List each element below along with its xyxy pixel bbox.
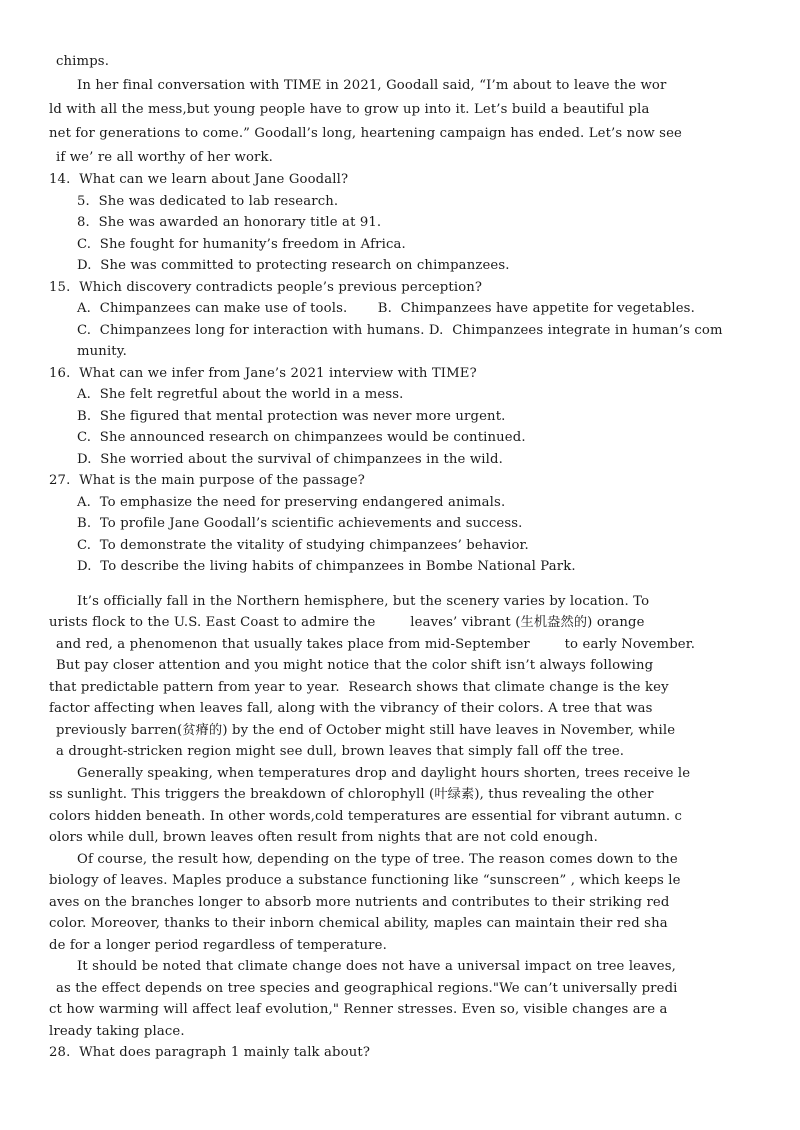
text-line: factor affecting when leaves fall, along with the vibrancy of their colors. A tree that was bbox=[49, 701, 653, 716]
answer-option: B. To profile Jane Goodall’s scientific achievements and success. bbox=[77, 516, 523, 531]
text-line: chimps. bbox=[56, 54, 110, 69]
answer-option: B. She figured that mental protection was never more urgent. bbox=[77, 409, 506, 424]
text-line: aves on the branches longer to absorb more nutrients and contributes to their striking red bbox=[49, 895, 670, 910]
answer-option: 5. She was dedicated to lab research. bbox=[77, 194, 339, 209]
question-stem: 16. What can we infer from Jane’s 2021 interview with TIME? bbox=[49, 366, 477, 381]
answer-option: D. She worried about the survival of chimpanzees in the wild. bbox=[77, 452, 503, 467]
answer-option: C. To demonstrate the vitality of studying chimpanzees’ behavior. bbox=[77, 538, 529, 553]
answer-option: D. To describe the living habits of chimpanzees in Bombe National Park. bbox=[77, 559, 576, 574]
text-line: de for a longer period regardless of temperature. bbox=[49, 938, 387, 953]
text-line: It should be noted that climate change does not have a universal impact on tree leaves, bbox=[77, 959, 676, 974]
question-stem: 27. What is the main purpose of the passage? bbox=[49, 473, 365, 488]
text-line: color. Moreover, thanks to their inborn chemical ability, maples can maintain their red sha bbox=[49, 916, 668, 931]
text-line: urists flock to the U.S. East Coast to admire the leaves’ vibrant (生机盎然的) orange bbox=[49, 615, 645, 630]
answer-option: C. She fought for humanity’s freedom in Africa. bbox=[77, 237, 406, 252]
text-line: In her final conversation with TIME in 2021, Goodall said, “I’m about to leave the wor bbox=[77, 78, 667, 93]
text-line: ld with all the mess,but young people have to grow up into it. Let’s build a beautiful pla bbox=[49, 102, 650, 117]
text-line: lready taking place. bbox=[49, 1024, 185, 1039]
text-line: Of course, the result how, depending on the type of tree. The reason comes down to the bbox=[77, 852, 678, 867]
text-line: previously barren(贫瘠的) by the end of October might still have leaves in November, while bbox=[56, 723, 676, 738]
text-line: ct how warming will affect leaf evolution," Renner stresses. Even so, visible changes are a bbox=[49, 1002, 668, 1017]
answer-option: A. To emphasize the need for preserving endangered animals. bbox=[77, 495, 506, 510]
answer-option: A. She felt regretful about the world in a mess. bbox=[77, 387, 404, 402]
text-line: and red, a phenomenon that usually takes place from mid-September to early November. bbox=[56, 637, 696, 652]
text-line: olors while dull, brown leaves often result from nights that are not cold enough. bbox=[49, 830, 598, 845]
text-line: colors hidden beneath. In other words,cold temperatures are essential for vibrant autumn. c bbox=[49, 809, 683, 824]
question-stem: 15. Which discovery contradicts people’s previous perception? bbox=[49, 280, 483, 295]
text-line: It’s officially fall in the Northern hemisphere, but the scenery varies by location. To bbox=[77, 594, 650, 609]
text-line: net for generations to come.” Goodall’s long, heartening campaign has ended. Let’s now see bbox=[49, 126, 682, 141]
answer-option: 8. She was awarded an honorary title at 91. bbox=[77, 215, 382, 230]
answer-option: C. She announced research on chimpanzees would be continued. bbox=[77, 430, 526, 445]
answer-option: D. She was committed to protecting research on chimpanzees. bbox=[77, 258, 510, 273]
text-line: Generally speaking, when temperatures drop and daylight hours shorten, trees receive le bbox=[77, 766, 691, 781]
text-line: that predictable pattern from year to year. Research shows that climate change is the key bbox=[49, 680, 669, 695]
question-stem: 14. What can we learn about Jane Goodall? bbox=[49, 172, 349, 187]
text-line: biology of leaves. Maples produce a substance functioning like “sunscreen” , which keeps le bbox=[49, 873, 681, 888]
answer-option: munity. bbox=[77, 344, 127, 359]
answer-option: C. Chimpanzees long for interaction with humans. D. Chimpanzees integrate in human’s com bbox=[77, 323, 723, 338]
text-line: But pay closer attention and you might notice that the color shift isn’t always following bbox=[56, 658, 654, 673]
text-line: a drought-stricken region might see dull, brown leaves that simply fall off the tree. bbox=[56, 744, 625, 759]
answer-option: A. Chimpanzees can make use of tools. B. Chimpanzees have appetite for vegetables. bbox=[77, 301, 695, 316]
text-line: ss sunlight. This triggers the breakdown of chlorophyll (叶绿素), thus revealing the other bbox=[49, 787, 654, 802]
text-line: as the effect depends on tree species and geographical regions."We can’t universally predi bbox=[56, 981, 678, 996]
text-line: if we’ re all worthy of her work. bbox=[56, 150, 273, 165]
question-stem: 28. What does paragraph 1 mainly talk about? bbox=[49, 1045, 371, 1060]
